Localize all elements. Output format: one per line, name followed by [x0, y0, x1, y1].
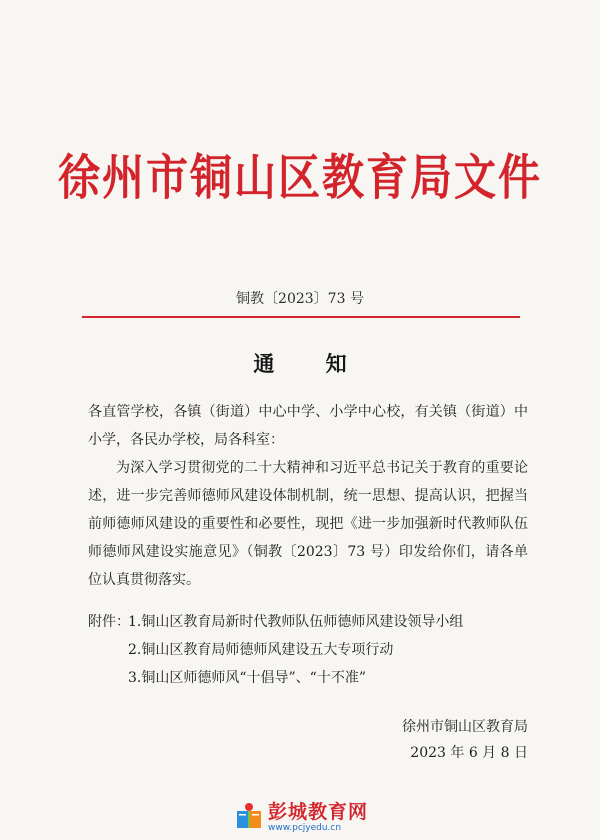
notice-title: 通 知 [253, 351, 369, 376]
attachment-item: 3.铜山区师德师风“十倡导”、“十不准” [128, 670, 366, 686]
attachment-row [88, 636, 528, 664]
document-number: 铜教〔2023〕73 号 [236, 291, 364, 307]
attachments-label: 附件： [88, 614, 130, 630]
attachment-item: 1.铜山区教育局新时代教师队伍师德师风建设领导小组 [128, 614, 464, 630]
red-divider-line [82, 316, 520, 318]
attachment-row [88, 664, 528, 692]
watermark-brand: 彭城教育网 [268, 800, 369, 823]
addressee-text: 各直管学校，各镇（街道）中心中学、小学中心校，有关镇（街道）中小学，各民办学校，局各科室： [88, 404, 528, 448]
attachments-list [88, 608, 528, 692]
signature-organization: 徐州市铜山区教育局 [402, 719, 528, 735]
attachment-item: 2.铜山区教育局师德师风建设五大专项行动 [128, 642, 394, 658]
attachment-row [88, 608, 528, 636]
document-header-title: 徐州市铜山区教育局文件 [57, 149, 542, 206]
watermark-url[interactable]: www.pcjyedu.cn [268, 822, 342, 833]
body-paragraph: 为深入学习贯彻党的二十大精神和习近平总书记关于教育的重要论述，进一步完善师德师风建设体制机制，统一思想、提高认识，把握当前师德师风建设的重要性和必要性，现把《进一步加强新时代教师队伍师德师风建设实施意见》（铜教〔2023〕73 号）印发给你们，请各单位认真贯彻落实。 [88, 460, 528, 588]
site-watermark[interactable] [234, 796, 384, 838]
signature-date: 2023 年 6 月 8 日 [410, 745, 528, 761]
book-logo-icon [234, 802, 264, 832]
